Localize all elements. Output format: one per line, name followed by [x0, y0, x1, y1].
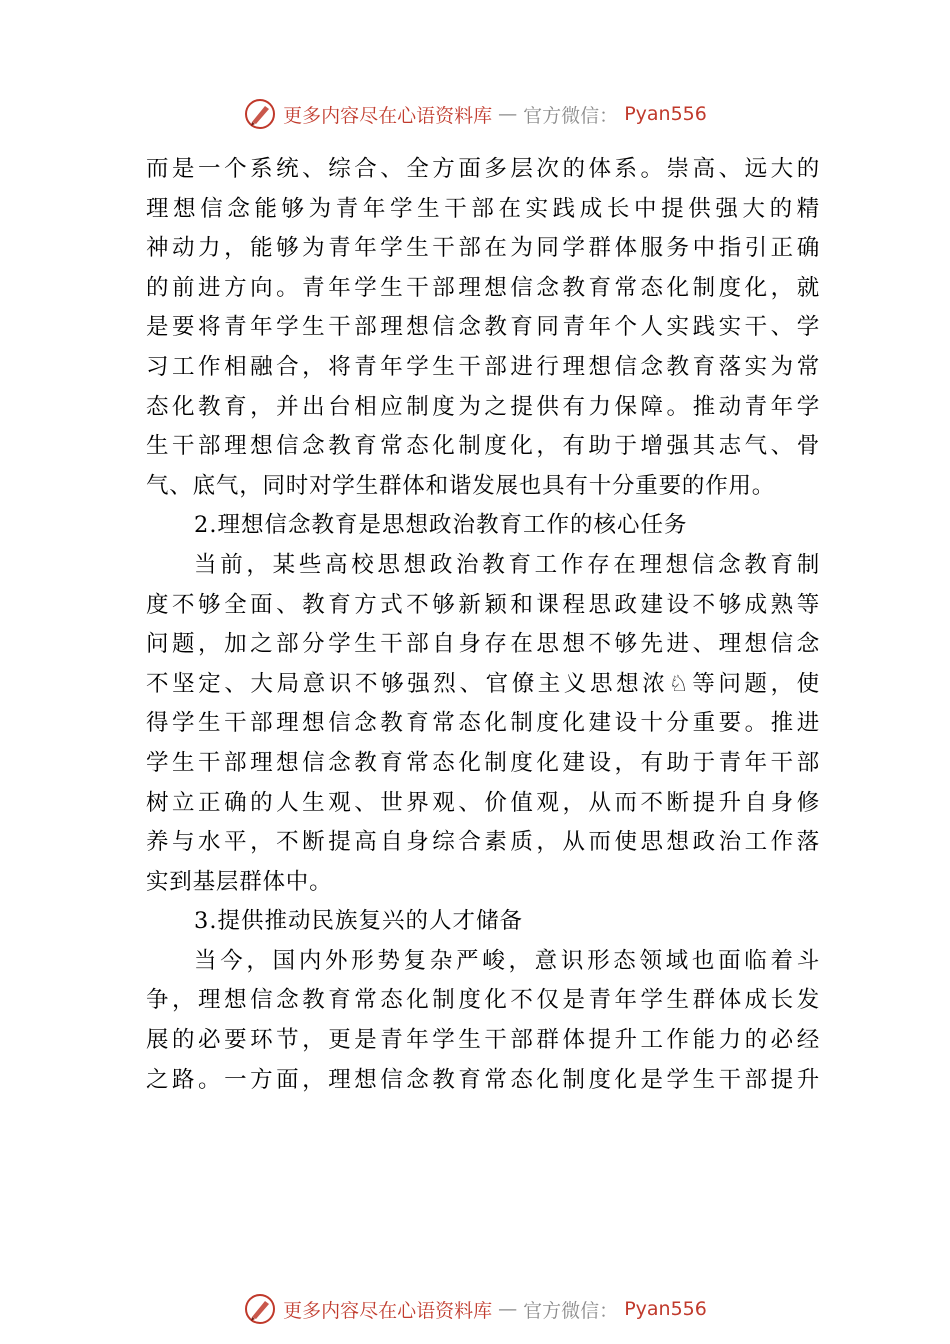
text-line: 之路。一方面，理想信念教育常态化制度化是学生干部提升	[146, 1066, 820, 1093]
banner-title: 更多内容尽在心语资料库	[283, 104, 493, 127]
footer-banner	[0, 1289, 950, 1329]
text-line: 得学生干部理想信念教育常态化制度化建设十分重要。推进	[146, 710, 820, 737]
text-line: 实到基层群体中。	[146, 868, 333, 895]
text-line: 学生干部理想信念教育常态化制度化建设，有助于青年干部	[146, 749, 820, 776]
banner-separator: —	[498, 103, 518, 125]
text-line: 是要将青年学生干部理想信念教育同青年个人实践实干、学	[146, 314, 820, 341]
section-heading: 3.提供推动民族复兴的人才储备	[194, 908, 523, 935]
text-line: 神动力，能够为青年学生干部在为同学群体服务中指引正确	[146, 235, 820, 262]
pen-logo-icon	[243, 1292, 277, 1326]
text-line: 当今，国内外形势复杂严峻，意识形态领域也面临着斗	[194, 947, 820, 974]
text-line: 理想信念能够为青年学生干部在实践成长中提供强大的精	[146, 195, 820, 222]
banner-wechat-label: 官方微信：	[523, 1299, 619, 1322]
banner-wechat-id: Pyan556	[624, 103, 707, 125]
text-line: 气、底气，同时对学生群体和谐发展也具有十分重要的作用。	[146, 472, 776, 499]
text-line: 不坚定、大局意识不够强烈、官僚主义思想浓♘等问题，使	[146, 670, 820, 697]
header-banner	[0, 94, 950, 134]
text-line: 养与水平，不断提高自身综合素质，从而使思想政治工作落	[146, 829, 820, 856]
section-heading: 2.理想信念教育是思想政治教育工作的核心任务	[194, 512, 688, 539]
text-line: 而是一个系统、综合、全方面多层次的体系。崇高、远大的	[146, 156, 820, 182]
text-line: 树立正确的人生观、世界观、价值观，从而不断提升自身修	[146, 789, 820, 816]
text-line: 展的必要环节，更是青年学生干部群体提升工作能力的必经	[146, 1027, 820, 1054]
text-line: 态化教育，并出台相应制度为之提供有力保障。推动青年学	[146, 393, 820, 420]
banner-wechat-label: 官方微信：	[523, 104, 619, 127]
banner-separator: —	[498, 1298, 518, 1320]
text-line: 度不够全面、教育方式不够新颖和课程思政建设不够成熟等	[146, 591, 820, 618]
banner-title: 更多内容尽在心语资料库	[283, 1299, 493, 1322]
pen-logo-icon	[243, 97, 277, 131]
text-line: 争，理想信念教育常态化制度化不仅是青年学生群体成长发	[146, 987, 820, 1014]
text-line: 问题，加之部分学生干部自身存在思想不够先进、理想信念	[146, 631, 820, 658]
text-line: 习工作相融合，将青年学生干部进行理想信念教育落实为常	[146, 353, 820, 380]
text-line: 的前进方向。青年学生干部理想信念教育常态化制度化，就	[146, 274, 820, 301]
text-line: 当前，某些高校思想政治教育工作存在理想信念教育制	[194, 551, 820, 578]
banner-wechat-id: Pyan556	[624, 1298, 707, 1320]
text-line: 生干部理想信念教育常态化制度化，有助于增强其志气、骨	[146, 433, 820, 460]
document-body	[146, 150, 820, 1100]
